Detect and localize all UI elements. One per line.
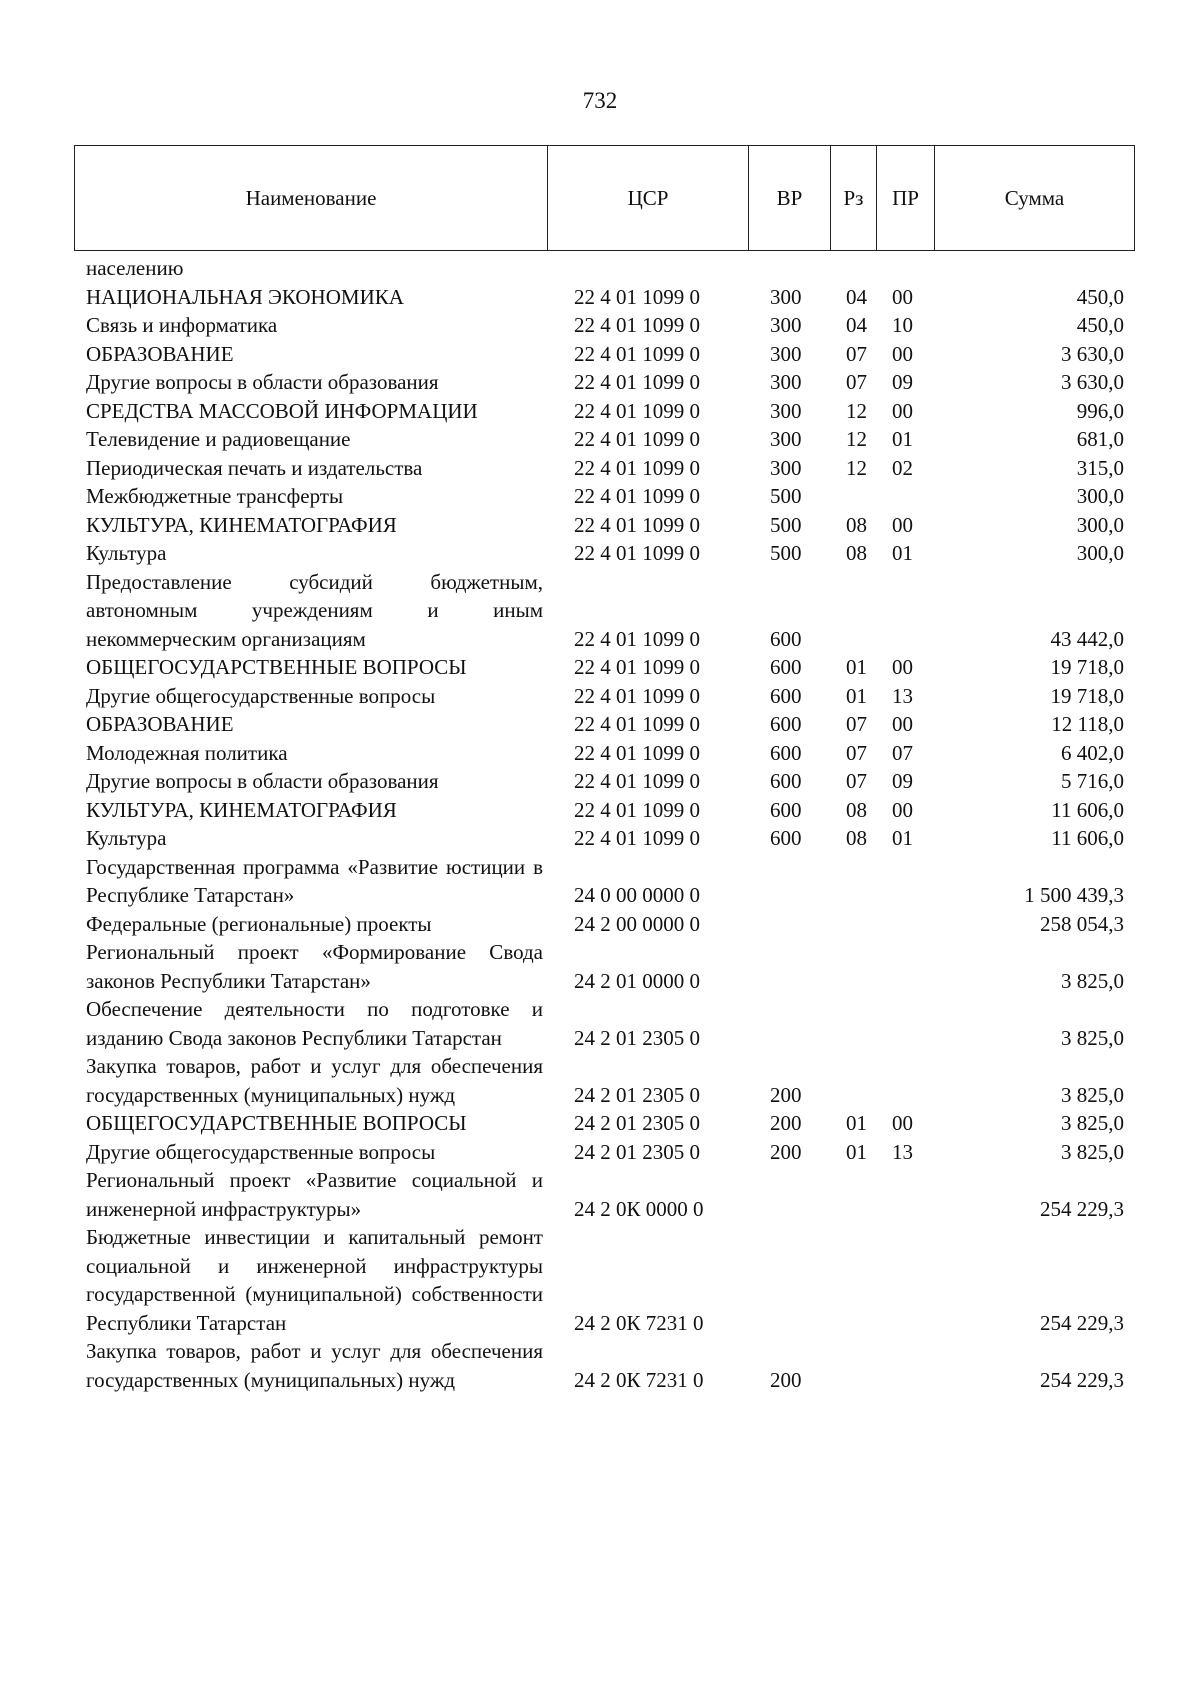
cell-csr: 22 4 01 1099 0 xyxy=(574,683,700,708)
cell-pr xyxy=(876,938,934,995)
table-row xyxy=(74,1138,1134,1167)
table-row xyxy=(74,1223,1134,1337)
cell-csr: 24 2 0К 0000 0 xyxy=(574,1196,704,1221)
cell-pr: 02 xyxy=(892,455,913,480)
header-sum: Сумма xyxy=(935,146,1135,251)
cell-pr: 00 xyxy=(892,712,913,736)
cell-csr: 22 4 01 1099 0 xyxy=(574,427,700,451)
cell-pr: 00 xyxy=(892,284,913,309)
cell-pr xyxy=(876,1337,934,1394)
cell-sum: 11 606,0 xyxy=(1051,826,1124,850)
cell-rz: 08 xyxy=(846,797,867,822)
cell-pr: 00 xyxy=(892,398,913,423)
cell-rz: 12 xyxy=(846,398,867,423)
cell-vr: 600 xyxy=(770,712,802,736)
table-row xyxy=(74,1337,1134,1394)
table-row xyxy=(74,283,1134,312)
table-row xyxy=(74,710,1134,739)
cell-vr xyxy=(748,995,830,1052)
cell-pr: 00 xyxy=(892,1111,913,1135)
cell-sum: 681,0 xyxy=(1076,427,1124,451)
cell-csr: 22 4 01 1099 0 xyxy=(574,740,700,765)
cell-vr: 300 xyxy=(770,313,802,337)
cell-sum: 6 402,0 xyxy=(1061,740,1124,765)
cell-name: Предоставление субсидий бюджетным, автономным учреждениям и иным некоммерческим организациям xyxy=(86,569,543,651)
cell-rz xyxy=(830,482,876,511)
cell-csr: 22 4 01 1099 0 xyxy=(574,341,700,366)
cell-name: Телевидение и радиовещание xyxy=(86,427,351,451)
cell-name: Другие общегосударственные вопросы xyxy=(86,1139,436,1164)
cell-csr: 22 4 01 1099 0 xyxy=(574,512,700,537)
cell-rz xyxy=(830,1052,876,1109)
cell-name: ОБРАЗОВАНИЕ xyxy=(86,712,234,736)
cell-rz: 01 xyxy=(846,1139,867,1164)
cell-name: КУЛЬТУРА, КИНЕМАТОГРАФИЯ xyxy=(86,512,397,537)
table-row xyxy=(74,938,1134,995)
cell-sum: 258 054,3 xyxy=(1040,911,1124,936)
cell-name: Федеральные (региональные) проекты xyxy=(86,911,432,936)
cell-pr: 10 xyxy=(892,313,913,337)
table-header xyxy=(74,145,1135,251)
cell-vr: 500 xyxy=(770,512,802,537)
cell-sum: 254 229,3 xyxy=(1040,1367,1124,1392)
cell-csr: 22 4 01 1099 0 xyxy=(574,797,700,822)
cell-name: Периодическая печать и издательства xyxy=(86,455,423,480)
cell-sum: 996,0 xyxy=(1076,398,1124,423)
cell-sum: 3 825,0 xyxy=(1061,1139,1124,1164)
cell-csr: 24 2 00 0000 0 xyxy=(574,911,700,936)
cell-sum: 300,0 xyxy=(1076,541,1124,565)
cell-pr: 09 xyxy=(892,370,913,394)
cell-rz: 01 xyxy=(846,1111,867,1135)
table-row xyxy=(74,340,1134,369)
cell-vr xyxy=(748,1223,830,1337)
cell-rz: 04 xyxy=(846,313,867,337)
cell-csr: 24 2 01 2305 0 xyxy=(574,1082,700,1107)
cell-vr xyxy=(748,853,830,910)
cell-vr: 600 xyxy=(770,683,802,708)
cell-csr: 22 4 01 1099 0 xyxy=(574,826,700,850)
cell-csr: 22 4 01 1099 0 xyxy=(574,712,700,736)
cell-sum: 11 606,0 xyxy=(1051,797,1124,822)
cell-sum: 1 500 439,3 xyxy=(1024,883,1124,907)
cell-vr: 300 xyxy=(770,398,802,423)
cell-pr: 00 xyxy=(892,512,913,537)
cell-name: Региональный проект «Развитие социальной и инженерной инфраструктуры» xyxy=(86,1168,543,1221)
cell-pr: 01 xyxy=(892,541,913,565)
table-row xyxy=(74,653,1134,682)
cell-pr: 07 xyxy=(892,740,913,765)
cell-csr: 22 4 01 1099 0 xyxy=(574,284,700,309)
table-row xyxy=(74,796,1134,825)
cell-sum: 3 630,0 xyxy=(1061,370,1124,394)
cell-vr: 300 xyxy=(770,370,802,394)
cell-vr: 500 xyxy=(770,484,802,508)
table-row xyxy=(74,1166,1134,1223)
cell-name: Связь и информатика xyxy=(86,313,278,337)
table-row xyxy=(74,511,1134,540)
table-row xyxy=(74,1109,1134,1138)
table-row xyxy=(74,1052,1134,1109)
budget-table xyxy=(74,254,1134,1394)
cell-csr xyxy=(547,254,748,283)
cell-vr: 600 xyxy=(770,655,802,679)
cell-vr: 300 xyxy=(770,284,802,309)
cell-csr: 24 2 01 2305 0 xyxy=(574,1139,700,1164)
cell-rz: 01 xyxy=(846,683,867,708)
cell-sum: 19 718,0 xyxy=(1050,655,1124,679)
cell-rz: 12 xyxy=(846,455,867,480)
header-row xyxy=(75,146,1135,251)
cell-name: Региональный проект «Формирование Свода законов Республики Татарстан» xyxy=(86,940,543,993)
cell-name: ОБЩЕГОСУДАРСТВЕННЫЕ ВОПРОСЫ xyxy=(86,1111,467,1135)
cell-vr xyxy=(748,910,830,939)
cell-name: Культура xyxy=(86,541,167,565)
cell-pr xyxy=(876,1052,934,1109)
table-row xyxy=(74,311,1134,340)
cell-vr: 600 xyxy=(770,826,802,850)
cell-pr xyxy=(876,1166,934,1223)
cell-sum: 12 118,0 xyxy=(1051,712,1124,736)
cell-vr: 200 xyxy=(770,1111,802,1135)
cell-csr: 22 4 01 1099 0 xyxy=(574,769,700,793)
cell-csr: 22 4 01 1099 0 xyxy=(574,370,700,394)
cell-rz xyxy=(830,1166,876,1223)
cell-csr: 24 2 01 0000 0 xyxy=(574,968,700,993)
cell-rz xyxy=(830,568,876,654)
cell-rz xyxy=(830,910,876,939)
table-row xyxy=(74,539,1134,568)
cell-sum: 300,0 xyxy=(1076,484,1124,508)
cell-csr: 22 4 01 1099 0 xyxy=(574,398,700,423)
cell-name: Другие вопросы в области образования xyxy=(86,370,439,394)
cell-sum: 3 630,0 xyxy=(1061,341,1124,366)
cell-rz xyxy=(830,254,876,283)
cell-pr: 01 xyxy=(892,427,913,451)
table-row xyxy=(74,767,1134,796)
cell-name: Другие вопросы в области образования xyxy=(86,769,439,793)
cell-name: Государственная программа «Развитие юстиции в Республике Татарстан» xyxy=(86,854,543,907)
cell-vr: 300 xyxy=(770,427,802,451)
cell-vr: 600 xyxy=(770,626,802,651)
cell-vr: 500 xyxy=(770,541,802,565)
cell-rz xyxy=(830,995,876,1052)
cell-vr: 600 xyxy=(770,769,802,793)
table-row xyxy=(74,454,1134,483)
cell-name: Закупка товаров, работ и услуг для обеспечения государственных (муниципальных) нужд xyxy=(86,1054,543,1107)
cell-csr: 24 2 0К 7231 0 xyxy=(574,1367,704,1392)
cell-sum: 5 716,0 xyxy=(1061,769,1124,793)
cell-rz xyxy=(830,1337,876,1394)
cell-sum: 3 825,0 xyxy=(1061,1111,1124,1135)
cell-csr: 22 4 01 1099 0 xyxy=(574,626,700,651)
cell-pr xyxy=(876,482,934,511)
cell-name: Закупка товаров, работ и услуг для обеспечения государственных (муниципальных) нужд xyxy=(86,1339,543,1392)
cell-pr xyxy=(876,995,934,1052)
table-row xyxy=(74,425,1134,454)
cell-vr: 200 xyxy=(770,1139,802,1164)
cell-name: НАЦИОНАЛЬНАЯ ЭКОНОМИКА xyxy=(86,284,404,309)
cell-rz xyxy=(830,938,876,995)
cell-sum: 450,0 xyxy=(1076,284,1124,309)
cell-pr: 09 xyxy=(892,769,913,793)
cell-sum: 3 825,0 xyxy=(1061,968,1124,993)
cell-name: Молодежная политика xyxy=(86,740,288,765)
cell-name: СРЕДСТВА МАССОВОЙ ИНФОРМАЦИИ xyxy=(86,398,478,423)
table-row xyxy=(74,254,1134,283)
cell-name: Обеспечение деятельности по подготовке и изданию Свода законов Республики Татарстан xyxy=(86,997,543,1050)
cell-rz xyxy=(830,853,876,910)
cell-rz: 07 xyxy=(846,712,867,736)
cell-rz: 12 xyxy=(846,427,867,451)
cell-name: Бюджетные инвестиции и капитальный ремонт социальной и инженерной инфраструктуры государственной (муниципальной) собственности Республики Татарстан xyxy=(86,1225,543,1335)
cell-name: Другие общегосударственные вопросы xyxy=(86,683,436,708)
table-row xyxy=(74,739,1134,768)
table-row xyxy=(74,682,1134,711)
cell-rz: 08 xyxy=(846,512,867,537)
cell-sum: 3 825,0 xyxy=(1061,1025,1124,1050)
table-row xyxy=(74,995,1134,1052)
cell-rz: 01 xyxy=(846,655,867,679)
cell-vr: 600 xyxy=(770,797,802,822)
cell-csr: 22 4 01 1099 0 xyxy=(574,541,700,565)
header-pr: ПР xyxy=(877,146,935,251)
cell-pr: 13 xyxy=(892,683,913,708)
cell-pr xyxy=(876,910,934,939)
cell-vr xyxy=(748,938,830,995)
cell-vr xyxy=(748,254,830,283)
table-row xyxy=(74,368,1134,397)
cell-pr xyxy=(876,568,934,654)
cell-csr: 22 4 01 1099 0 xyxy=(574,455,700,480)
table-row xyxy=(74,853,1134,910)
cell-sum: 19 718,0 xyxy=(1050,683,1124,708)
table-row xyxy=(74,482,1134,511)
cell-csr: 22 4 01 1099 0 xyxy=(574,655,700,679)
cell-rz: 07 xyxy=(846,769,867,793)
page-number: 732 xyxy=(582,88,618,113)
cell-name: Межбюджетные трансферты xyxy=(86,484,344,508)
cell-vr: 200 xyxy=(770,1367,802,1392)
table-row xyxy=(74,824,1134,853)
cell-pr xyxy=(876,853,934,910)
table-row xyxy=(74,910,1134,939)
cell-csr: 24 0 00 0000 0 xyxy=(574,883,700,907)
cell-rz: 07 xyxy=(846,341,867,366)
cell-vr: 300 xyxy=(770,455,802,480)
cell-vr: 200 xyxy=(770,1082,802,1107)
budget-table-body xyxy=(74,254,1134,1394)
table-row xyxy=(74,568,1134,654)
cell-sum: 43 442,0 xyxy=(1050,626,1124,651)
cell-rz: 08 xyxy=(846,826,867,850)
cell-pr xyxy=(876,254,934,283)
header-csr: ЦСР xyxy=(548,146,749,251)
cell-name: ОБРАЗОВАНИЕ xyxy=(86,341,234,366)
cell-vr xyxy=(748,1166,830,1223)
cell-sum: 254 229,3 xyxy=(1040,1310,1124,1335)
cell-rz: 07 xyxy=(846,740,867,765)
cell-name: КУЛЬТУРА, КИНЕМАТОГРАФИЯ xyxy=(86,797,397,822)
cell-csr: 22 4 01 1099 0 xyxy=(574,313,700,337)
cell-name: населению xyxy=(86,256,184,280)
cell-csr: 24 2 01 2305 0 xyxy=(574,1111,700,1135)
header-vr: ВР xyxy=(749,146,831,251)
header-rz: Рз xyxy=(831,146,877,251)
cell-pr: 01 xyxy=(892,826,913,850)
cell-pr: 00 xyxy=(892,797,913,822)
cell-rz: 07 xyxy=(846,370,867,394)
cell-csr: 24 2 0К 7231 0 xyxy=(574,1310,704,1335)
cell-csr: 24 2 01 2305 0 xyxy=(574,1025,700,1050)
cell-sum xyxy=(934,254,1134,283)
header-name: Наименование xyxy=(75,146,548,251)
cell-rz xyxy=(830,1223,876,1337)
cell-vr: 600 xyxy=(770,740,802,765)
cell-sum: 300,0 xyxy=(1076,512,1124,537)
cell-pr: 00 xyxy=(892,341,913,366)
cell-pr: 00 xyxy=(892,655,913,679)
cell-rz: 08 xyxy=(846,541,867,565)
cell-name: ОБЩЕГОСУДАРСТВЕННЫЕ ВОПРОСЫ xyxy=(86,655,467,679)
cell-rz: 04 xyxy=(846,284,867,309)
table-row xyxy=(74,397,1134,426)
cell-sum: 3 825,0 xyxy=(1061,1082,1124,1107)
cell-vr: 300 xyxy=(770,341,802,366)
cell-csr: 22 4 01 1099 0 xyxy=(574,484,700,508)
cell-sum: 450,0 xyxy=(1076,313,1124,337)
cell-name: Культура xyxy=(86,826,167,850)
cell-pr: 13 xyxy=(892,1139,913,1164)
cell-sum: 315,0 xyxy=(1076,455,1124,480)
cell-sum: 254 229,3 xyxy=(1040,1196,1124,1221)
cell-pr xyxy=(876,1223,934,1337)
